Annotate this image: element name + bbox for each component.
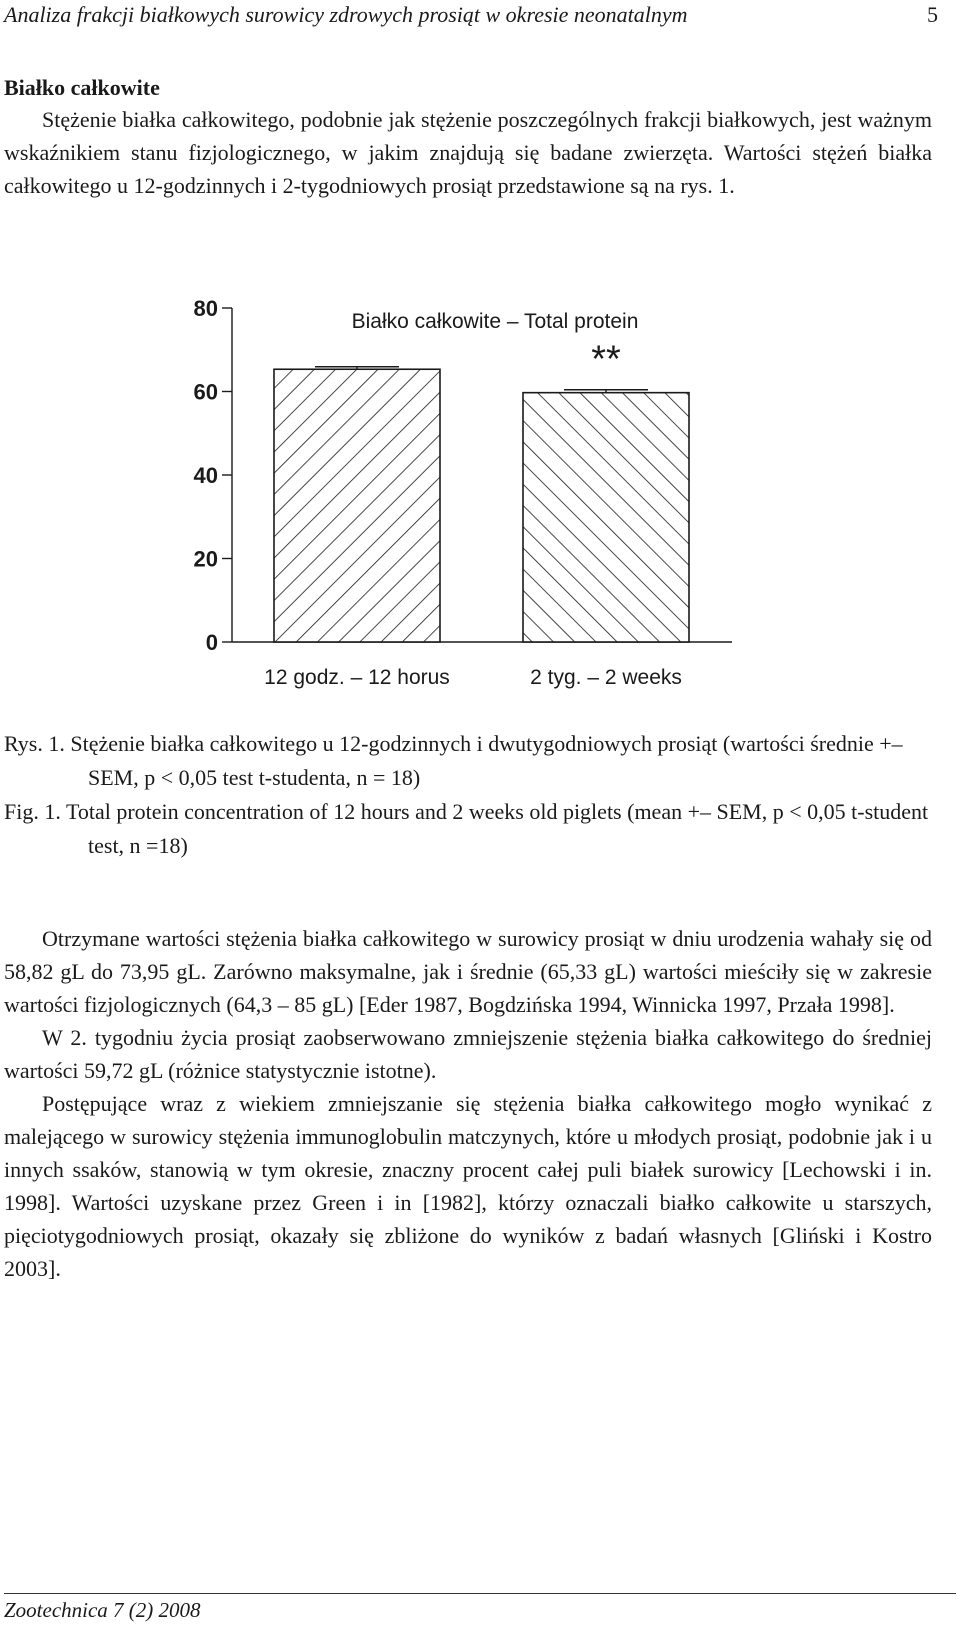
significance-marker: ** bbox=[591, 338, 621, 381]
body-paragraph-1: Otrzymane wartości stężenia białka całkowitego w surowicy prosiąt w dniu urodzenia wahały się od 58,82 gL do 73,95 gL. Zarówno maksymalne, jak i średnie (65,33 gL) wartości mieściły się w zakresie wartości fizjologicznych (64,3 – 85 gL) [Eder 1987, Bogdzińska 1994, Winnicka 1997, Przała 1998]. bbox=[4, 926, 932, 1017]
y-tick-label: 80 bbox=[193, 296, 218, 321]
footer-rule bbox=[4, 1593, 956, 1594]
y-tick-label: 20 bbox=[193, 546, 218, 572]
intro-text: Stężenie białka całkowitego, podobnie jak stężenie poszczególnych frakcji białkowych, jest ważnym wskaźnikiem stanu fizjologicznego, w jakim znajdują się badane zwierzęta. Wartości stężeń białka całkowitego u 12-godzinnych i 2-tygodniowych prosiąt przedstawione są na rys. 1. bbox=[4, 107, 932, 198]
body-text bbox=[4, 922, 932, 1285]
bars bbox=[264, 339, 689, 689]
bar bbox=[274, 369, 440, 642]
caption-english: Fig. 1. Total protein concentration of 12 hours and 2 weeks old piglets (mean +– SEM, p < 0,05 t-student test, n =18) bbox=[4, 799, 929, 858]
running-title: Analiza frakcji białkowych surowicy zdrowych prosiąt w okresie neonatalnym bbox=[4, 2, 688, 27]
figure-caption bbox=[4, 727, 932, 863]
chart-title: Białko całkowite – Total protein bbox=[351, 310, 639, 333]
body-paragraph-3: Postępujące wraz z wiekiem zmniejszanie się stężenia białka całkowitego mogło wynikać z malejącego w surowicy stężenia immunoglobulin matczynych, które u młodych prosiąt, podobnie jak i u innych ssaków, stanowią w tym okresie, znaczny procent całej puli białek surowicy [Lechowski i in. 1998]. Wartości uzyskane przez Green i in [1982], którzy oznaczali białko całkowite u starszych, pięciotygodniowych prosiąt, okazały się zbliżone do wyników z badań własnych [Gliński i Kostro 2003]. bbox=[4, 1091, 932, 1281]
page-number: 5 bbox=[927, 2, 938, 27]
intro-paragraph bbox=[4, 103, 932, 202]
total-protein-chart bbox=[0, 280, 960, 720]
x-tick-label: 2 tyg. – 2 weeks bbox=[530, 666, 682, 689]
bar bbox=[523, 393, 689, 642]
journal-footer: Zootechnica 7 (2) 2008 bbox=[4, 1598, 201, 1622]
caption-polish: Rys. 1. Stężenie białka całkowitego u 12-godzinnych i dwutygodniowych prosiąt (wartości średnie +– SEM, p < 0,05 test t-studenta, n = 18) bbox=[4, 731, 903, 790]
section-heading: Białko całkowite bbox=[4, 75, 160, 100]
y-tick-label: 40 bbox=[193, 463, 218, 488]
y-tick-label: 60 bbox=[193, 379, 218, 405]
x-tick-label: 12 godz. – 12 horus bbox=[264, 666, 450, 689]
body-paragraph-2: W 2. tygodniu życia prosiąt zaobserwowano zmniejszenie stężenia białka całkowitego do średniej wartości 59,72 gL (różnice statystycznie istotne). bbox=[4, 1025, 932, 1083]
y-tick-label: 0 bbox=[205, 630, 218, 655]
